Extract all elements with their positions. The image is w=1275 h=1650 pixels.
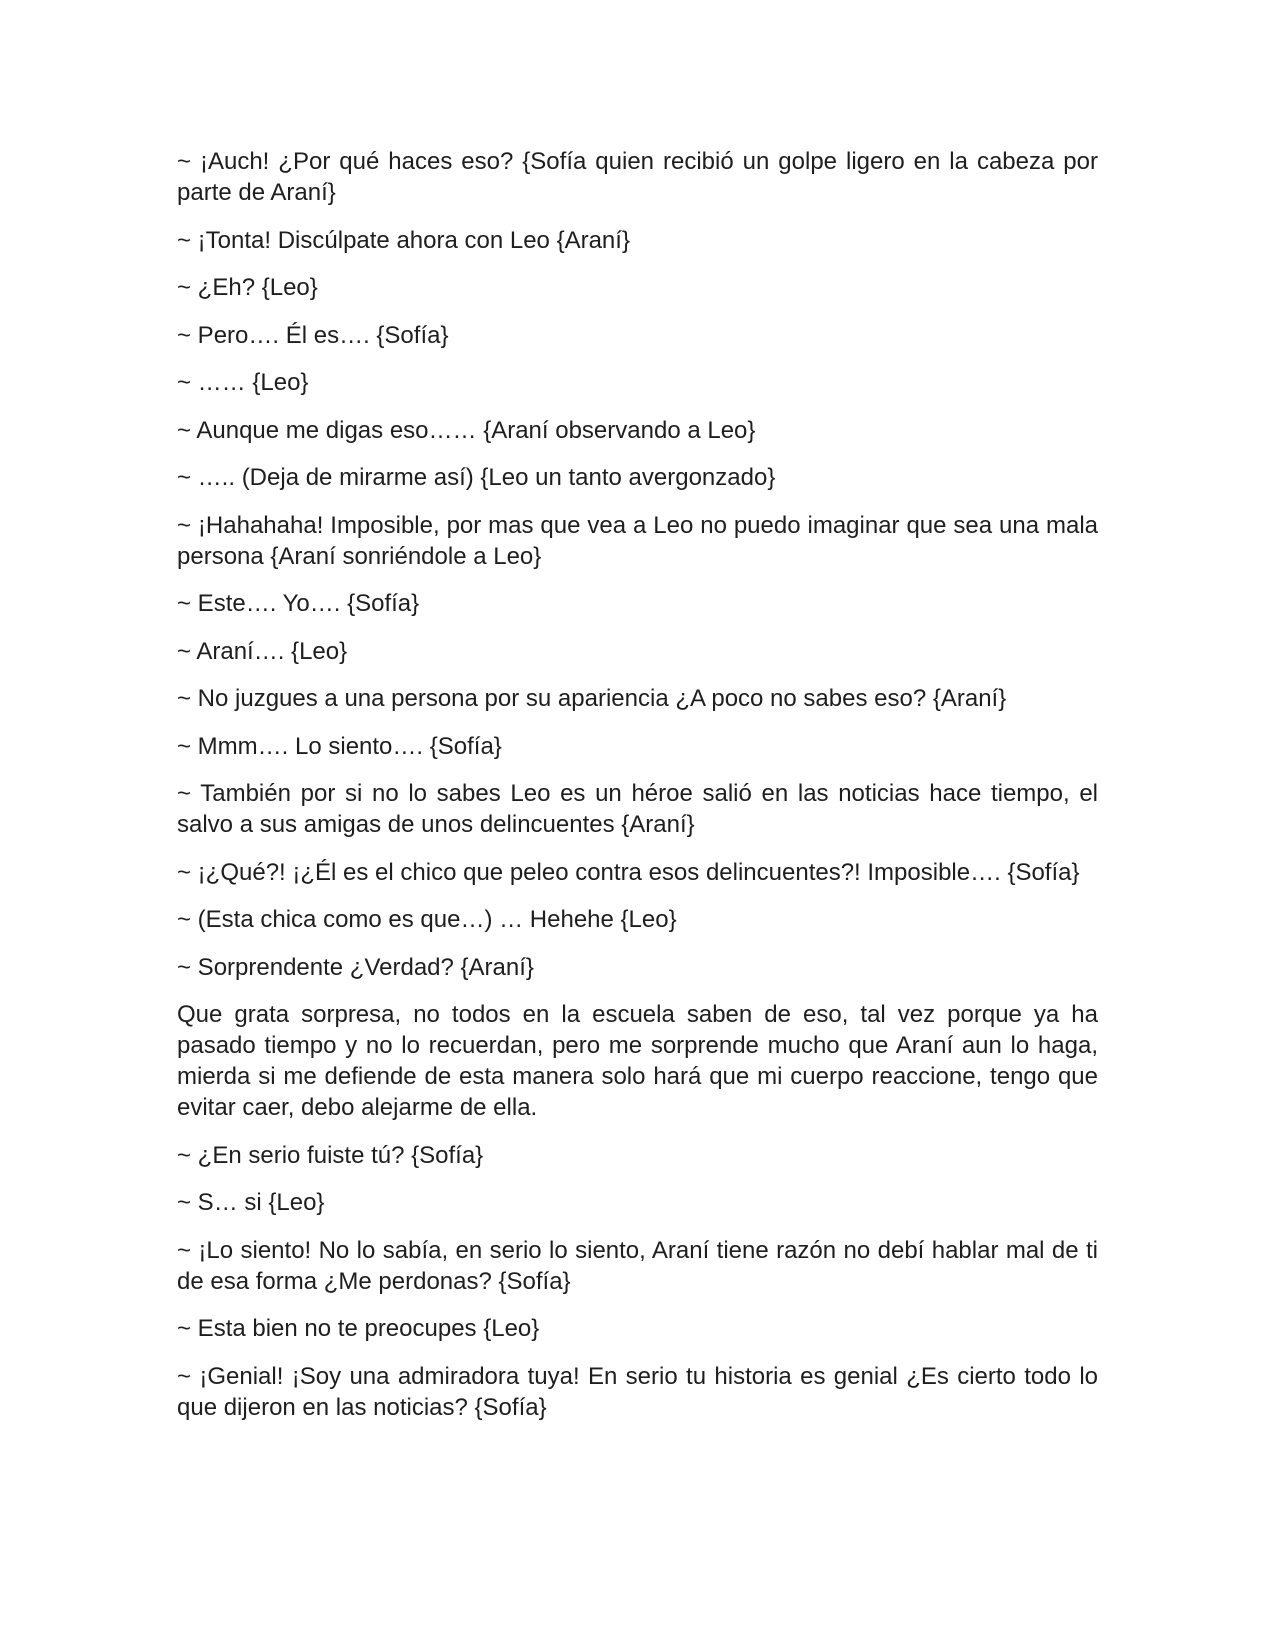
dialogue-line: ~ Aunque me digas eso…… {Araní observando a Leo} bbox=[177, 416, 756, 444]
dialogue-line: ~ Pero…. Él es…. {Sofía} bbox=[177, 321, 449, 349]
dialogue-line: ~ No juzgues a una persona por su apariencia ¿A poco no sabes eso? {Araní} bbox=[177, 685, 1007, 712]
dialogue-line: ~ ¡Genial! ¡Soy una admiradora tuya! En serio tu historia es genial ¿Es cierto todo lo que dijeron en las noticias? {Sofía} bbox=[177, 1362, 1098, 1421]
dialogue-line: ~ También por si no lo sabes Leo es un héroe salió en las noticias hace tiempo, el salvo a sus amigas de unos delincuentes {Araní} bbox=[177, 780, 1098, 838]
document-body bbox=[177, 146, 1098, 1439]
dialogue-line: ~ Esta bien no te preocupes {Leo} bbox=[177, 1315, 540, 1342]
dialogue-line: ~ ¿En serio fuiste tú? {Sofía} bbox=[177, 1141, 484, 1169]
dialogue-line: ~ …… {Leo} bbox=[177, 369, 309, 396]
dialogue-line: ~ ¡¿Qué?! ¡¿Él es el chico que peleo contra esos delincuentes?! Imposible…. {Sofía} bbox=[177, 858, 1080, 886]
dialogue-line: ~ Este…. Yo…. {Sofía} bbox=[177, 590, 420, 617]
dialogue-line: ~ Sorprendente ¿Verdad? {Araní} bbox=[177, 953, 534, 981]
narration-paragraph: Que grata sorpresa, no todos en la escuela saben de eso, tal vez porque ya ha pasado tiempo y no lo recuerdan, pero me sorprende mucho que Araní aun lo haga, mierda si me defiende de esta manera solo hará que mi cuerpo reaccione, tengo que evitar caer, debo alejarme de ella. bbox=[177, 1001, 1098, 1121]
dialogue-line: ~ Araní…. {Leo} bbox=[177, 637, 348, 665]
dialogue-line: ~ ¿Eh? {Leo} bbox=[177, 274, 318, 301]
dialogue-line: ~ ¡Auch! ¿Por qué haces eso? {Sofía quien recibió un golpe ligero en la cabeza por parte de Araní} bbox=[177, 148, 1098, 206]
dialogue-line: ~ (Esta chica como es que…) … Hehehe {Leo} bbox=[177, 906, 677, 933]
dialogue-line: ~ Mmm…. Lo siento…. {Sofía} bbox=[177, 732, 502, 760]
dialogue-line: ~ ¡Lo siento! No lo sabía, en serio lo siento, Araní tiene razón no debí hablar mal de ti de esa forma ¿Me perdonas? {Sofía} bbox=[177, 1236, 1098, 1295]
dialogue-line: ~ ….. (Deja de mirarme así) {Leo un tanto avergonzado} bbox=[177, 464, 776, 491]
dialogue-line: ~ S… si {Leo} bbox=[177, 1189, 325, 1216]
dialogue-line: ~ ¡Hahahaha! Imposible, por mas que vea a Leo no puedo imaginar que sea una mala persona {Araní sonriéndole a Leo} bbox=[177, 511, 1098, 570]
dialogue-line: ~ ¡Tonta! Discúlpate ahora con Leo {Araní} bbox=[177, 226, 630, 254]
